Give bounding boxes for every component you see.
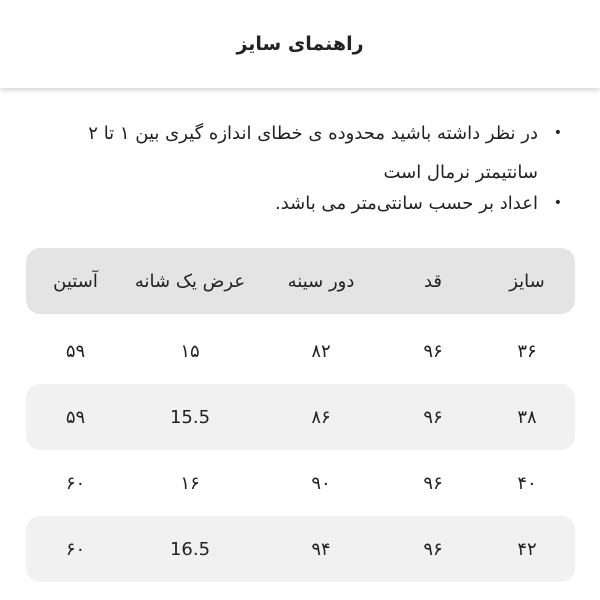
cell-chest: ۸۲ [311,340,331,362]
cell-chest: ۸۶ [311,406,331,428]
cell-sleeve: ۶۰ [65,538,86,560]
note-measurement-error [34,114,564,192]
header-height: قد [423,270,443,292]
cell-height: ۹۶ [423,538,443,560]
bullet-icon: • [553,125,562,141]
note-text: اعداد بر حسب سانتی‌متر می باشد. [274,193,538,214]
cell-shoulder: ۱۶ [180,472,200,494]
cell-chest: ۹۴ [311,538,331,560]
cell-height: ۹۶ [423,472,443,494]
bullet-icon: • [553,195,562,211]
cell-shoulder: 15.5 [169,406,211,428]
cell-shoulder: ۱۵ [180,340,200,362]
cell-size: ۳۶ [517,340,537,362]
header-chest: دور سینه [287,270,355,292]
header-sleeve: آستین [53,270,98,292]
note-units [34,184,564,223]
cell-size: ۴۲ [517,538,537,560]
cell-shoulder: 16.5 [169,538,211,560]
table-row [26,450,575,516]
cell-height: ۹۶ [423,340,443,362]
cell-height: ۹۶ [423,406,443,428]
notes-list [34,114,564,223]
cell-sleeve: ۵۹ [65,406,86,428]
header-bar [0,0,600,88]
table-row [26,318,575,384]
cell-sleeve: ۵۹ [65,340,86,362]
header-shoulder: عرض یک شانه [134,270,246,292]
note-text: در نظر داشته باشید محدوده ی خطای اندازه گیری بین ۱ تا ۲ سانتیمتر نرمال است [88,123,538,183]
table-header-row [26,248,575,314]
cell-size: ۳۸ [517,406,537,428]
table-row [26,384,575,450]
cell-sleeve: ۶۰ [65,472,86,494]
page-title: راهنمای سایز [236,33,364,55]
cell-chest: ۹۰ [311,472,331,494]
cell-size: ۴۰ [517,472,537,494]
size-table [26,248,575,582]
table-row [26,516,575,582]
header-size: سایز [509,270,545,292]
